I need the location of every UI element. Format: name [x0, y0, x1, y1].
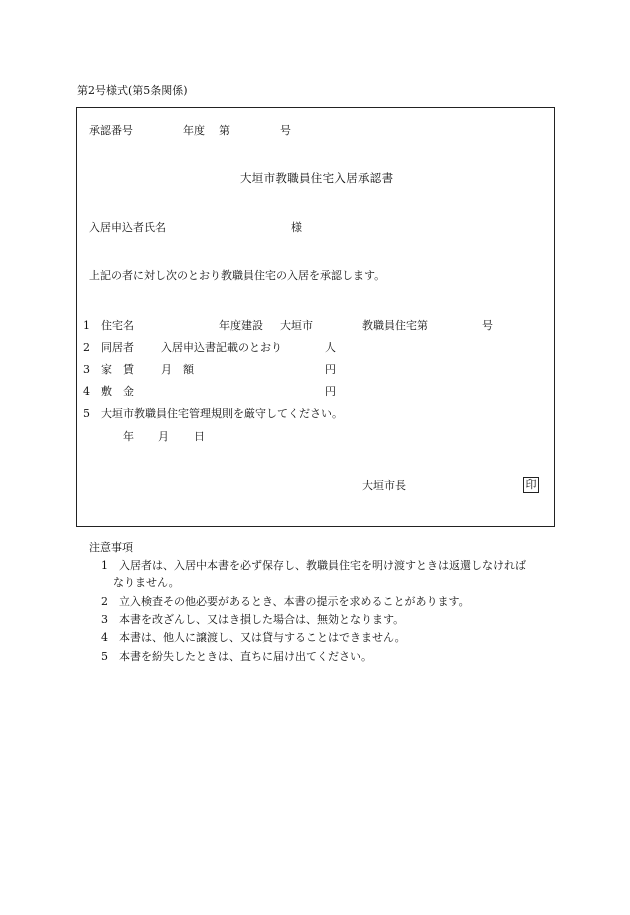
note-1-line1: 入居者は、入居中本書を必ず保存し、教職員住宅を明け渡すときは返還しなければ [119, 559, 526, 572]
item4-number: 4 [83, 385, 90, 398]
note-5-number: 5 [101, 650, 108, 663]
intro-text: 上記の者に対し次のとおり教職員住宅の入居を承認します。 [89, 269, 386, 282]
item4-label: 敷 金 [101, 385, 134, 398]
document-title: 大垣市教職員住宅入居承認書 [240, 171, 394, 185]
item2-label: 同居者 [101, 341, 134, 354]
item1-year-built: 年度建設 [219, 319, 263, 332]
form-label: 第2号様式(第5条関係) [77, 84, 188, 97]
mayor-label: 大垣市長 [362, 479, 406, 492]
item1-housing-no: 教職員住宅第 [362, 319, 428, 332]
item4-unit: 円 [325, 385, 336, 398]
item3-number: 3 [83, 363, 90, 376]
applicant-name-label: 入居申込者氏名 [89, 221, 166, 234]
item1-label: 住宅名 [101, 319, 134, 332]
note-4-text: 本書は、他人に譲渡し、又は貸与することはできません。 [119, 631, 406, 644]
note-1-number: 1 [101, 559, 108, 572]
header-dai-label: 第 [219, 124, 230, 137]
date-month: 月 [158, 430, 169, 443]
item2-text: 入居申込書記載のとおり [161, 341, 282, 354]
note-3-text: 本書を改ざんし、又はき損した場合は、無効となります。 [119, 613, 405, 626]
item5-number: 5 [83, 407, 90, 420]
item2-number: 2 [83, 341, 90, 354]
note-2-text: 立入検査その他必要があるとき、本書の提示を求めることがあります。 [119, 595, 470, 608]
approval-number-label: 承認番号 [89, 124, 133, 137]
header-go-label: 号 [280, 124, 291, 137]
item3-label: 家 賃 [101, 363, 134, 376]
date-year: 年 [123, 430, 134, 443]
note-2-number: 2 [101, 595, 108, 608]
note-1-line2: なりません。 [113, 576, 180, 589]
note-5-text: 本書を紛失したときは、直ちに届け出てください。 [119, 650, 372, 663]
item1-city: 大垣市 [280, 319, 313, 332]
notes-heading: 注意事項 [89, 541, 133, 554]
header-year-label: 年度 [183, 124, 205, 137]
certificate-frame [76, 107, 555, 527]
item5-text: 大垣市教職員住宅管理規則を厳守してください。 [101, 407, 343, 420]
item1-number: 1 [83, 319, 90, 332]
date-day: 日 [194, 430, 205, 443]
item3-unit: 円 [325, 363, 336, 376]
seal-stamp: 印 [523, 477, 539, 493]
note-3-number: 3 [101, 613, 108, 626]
item3-sub: 月 額 [161, 363, 194, 376]
note-4-number: 4 [101, 631, 108, 644]
applicant-honorific: 様 [291, 221, 302, 234]
item1-go: 号 [482, 319, 493, 332]
item2-unit: 人 [325, 341, 336, 354]
